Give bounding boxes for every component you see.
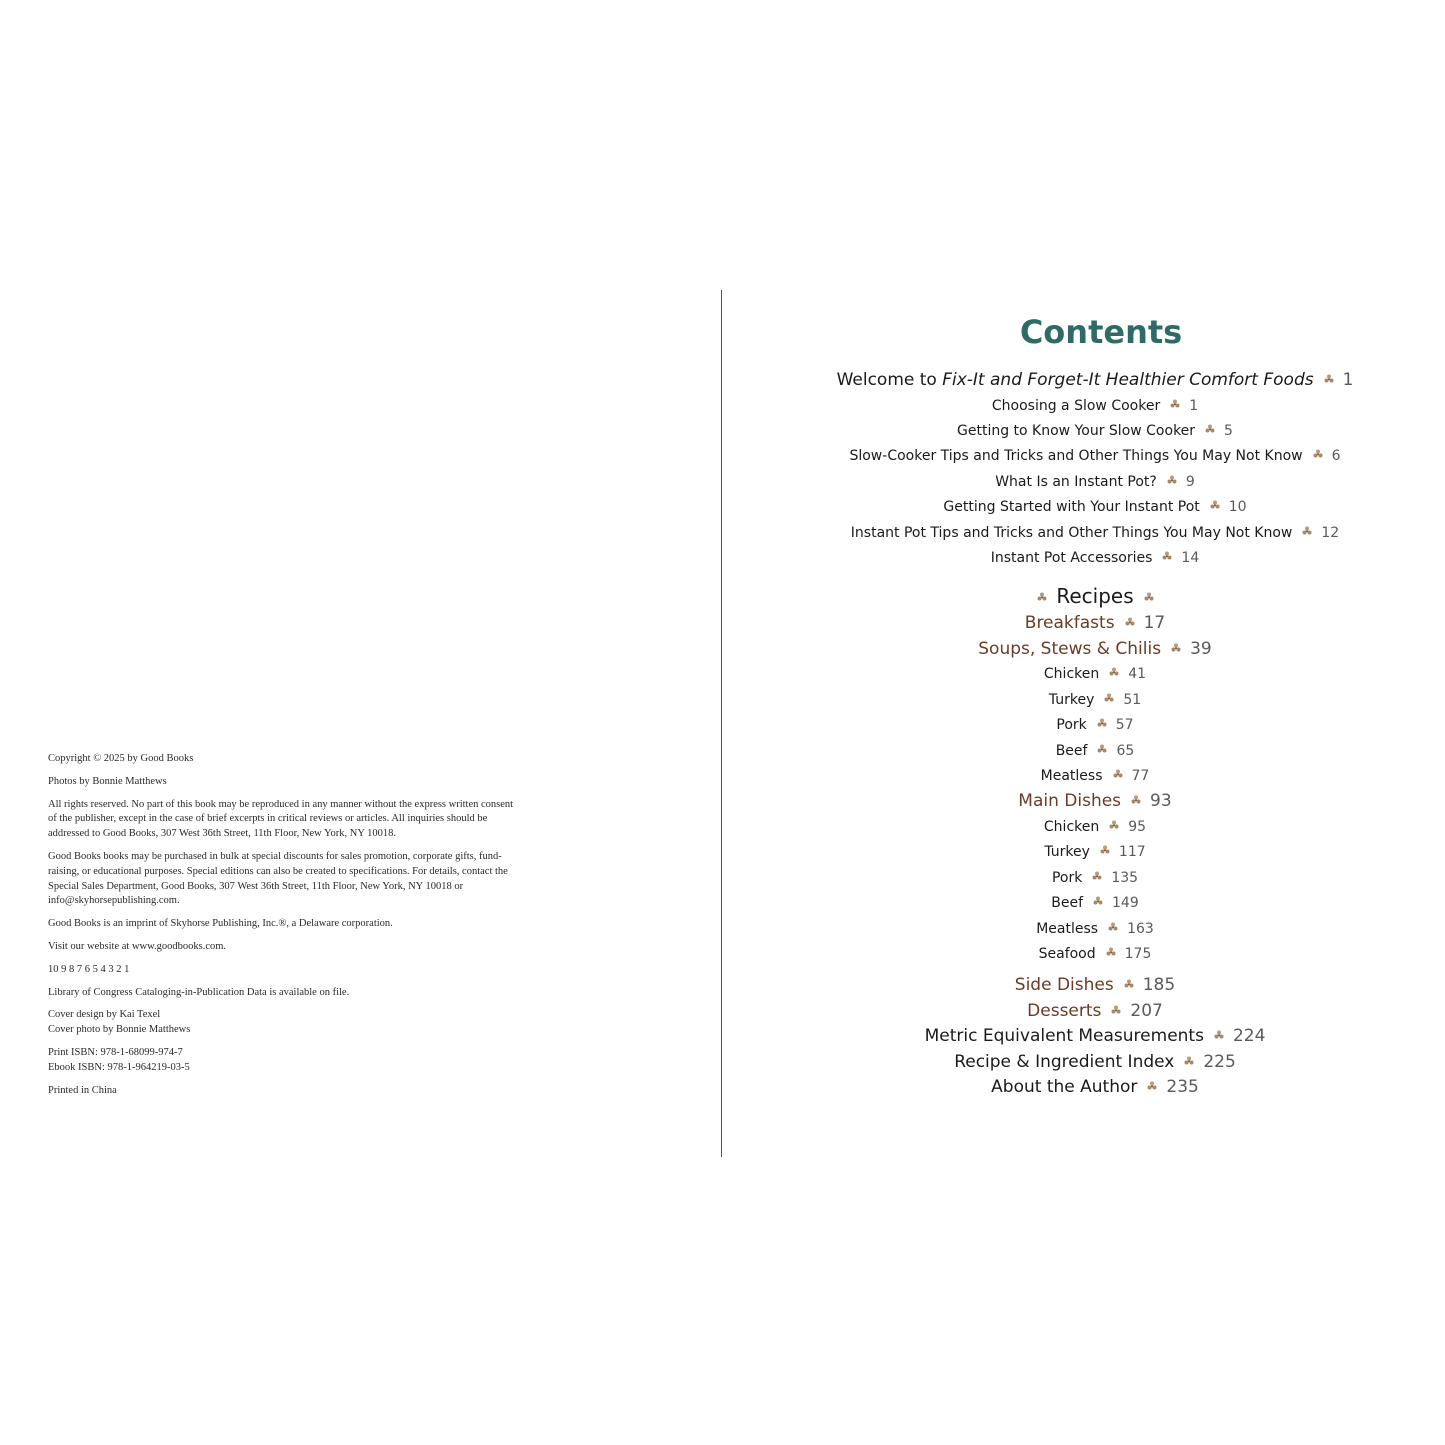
toc-entry[interactable]: [760, 739, 1430, 764]
toc-label: Seafood: [1038, 945, 1096, 962]
cover-design: Cover design by Kai Texel: [48, 1009, 161, 1021]
toc-label: Turkey: [1048, 691, 1095, 708]
toc-page: 65: [1116, 742, 1135, 759]
toc-page: 93: [1150, 791, 1172, 812]
toc-label: Pork: [1051, 869, 1083, 886]
toc-page: 207: [1130, 1000, 1163, 1021]
flower-ornament-icon: [1037, 592, 1047, 602]
book-title: Fix-It and Forget-It Healthier Comfort Foods: [942, 370, 1314, 390]
flower-ornament-icon: [1106, 947, 1116, 957]
toc-page: 41: [1128, 666, 1147, 683]
toc-page: 17: [1143, 613, 1166, 634]
toc-label: Welcome to: [836, 370, 943, 390]
toc-page: 9: [1185, 473, 1195, 490]
flower-ornament-icon: [1131, 795, 1141, 805]
toc-label: Side Dishes: [1014, 975, 1114, 996]
toc-label: Breakfasts: [1024, 613, 1115, 634]
toc-label: About the Author: [991, 1077, 1138, 1098]
toc-label: Chicken: [1043, 818, 1100, 835]
toc-page: 225: [1203, 1051, 1236, 1072]
printed-in: Printed in China: [48, 1084, 117, 1096]
toc-page: 149: [1112, 895, 1139, 912]
recipes-heading: [760, 581, 1430, 611]
toc-section-desserts[interactable]: [760, 999, 1430, 1025]
toc-page: 14: [1181, 549, 1200, 566]
toc-entry[interactable]: [760, 942, 1430, 967]
toc-entry[interactable]: [760, 917, 1430, 942]
toc-page: 175: [1124, 945, 1152, 962]
toc-label: Getting to Know Your Slow Cooker: [957, 422, 1196, 439]
print-isbn: Print ISBN: 978-1-68099-974-7: [48, 1046, 183, 1058]
toc-label: Main Dishes: [1018, 791, 1122, 812]
toc-label: Metric Equivalent Measurements: [924, 1026, 1204, 1047]
flower-ornament-icon: [1108, 922, 1118, 932]
toc-entry[interactable]: [760, 891, 1430, 916]
rights-reserved: All rights reserved. No part of this book may be reproduced in any manner without the express written consent of the publisher, except in the case of brief excerpts in critical reviews or articles. All inquiries should be addressed to Good Books, 307 West 36th Street, 11th Floor, New York, NY 10018.: [48, 798, 514, 840]
toc-section-main[interactable]: [760, 789, 1430, 815]
toc-page: 77: [1131, 767, 1150, 784]
toc-page: 1: [1342, 370, 1354, 390]
flower-ornament-icon: [1171, 643, 1181, 653]
toc-page: 10: [1228, 499, 1247, 516]
toc-label: Beef: [1051, 895, 1084, 912]
toc-page: 185: [1142, 975, 1176, 996]
toc-label: Recipe & Ingredient Index: [954, 1051, 1175, 1072]
loc-data: Library of Congress Cataloging-in-Publication Data is available on file.: [48, 986, 350, 998]
flower-ornament-icon: [1104, 693, 1114, 703]
toc-section-side[interactable]: [760, 973, 1430, 999]
flower-ornament-icon: [1147, 1081, 1157, 1091]
page-gutter: [721, 290, 722, 1157]
printing-line: 10 9 8 7 6 5 4 3 2 1: [48, 963, 130, 975]
toc-label: Instant Pot Accessories: [990, 549, 1153, 566]
flower-ornament-icon: [1210, 500, 1220, 510]
toc-page: 95: [1128, 818, 1147, 835]
toc-page: 39: [1190, 638, 1212, 659]
toc-entry[interactable]: [760, 662, 1430, 687]
toc-page: 117: [1118, 844, 1146, 861]
flower-ornament-icon: [1144, 592, 1154, 602]
flower-ornament-icon: [1093, 896, 1103, 906]
photos-credit: Photos by Bonnie Matthews: [48, 775, 167, 787]
toc-label: Desserts: [1027, 1000, 1102, 1021]
toc-entry[interactable]: [760, 1024, 1430, 1050]
toc-welcome[interactable]: [760, 368, 1430, 394]
toc-page: 163: [1127, 920, 1154, 937]
flower-ornament-icon: [1214, 1030, 1224, 1040]
copyright-page: [48, 752, 518, 1106]
toc-label: Slow-Cooker Tips and Tricks and Other Things You May Not Know: [849, 448, 1303, 465]
flower-ornament-icon: [1097, 744, 1107, 754]
toc-entry[interactable]: [760, 815, 1430, 840]
toc-page: 12: [1321, 524, 1340, 541]
toc-entry[interactable]: [760, 764, 1430, 789]
cover-photo: Cover photo by Bonnie Matthews: [48, 1024, 191, 1036]
flower-ornament-icon: [1097, 718, 1107, 728]
toc-entry[interactable]: [760, 521, 1430, 546]
isbns: [48, 1046, 518, 1076]
copyright-line: Copyright © 2025 by Good Books: [48, 753, 194, 764]
contents-title: Contents: [1019, 313, 1183, 351]
flower-ornament-icon: [1205, 424, 1215, 434]
flower-ornament-icon: [1109, 667, 1119, 677]
toc-entry[interactable]: [760, 419, 1430, 444]
toc-label: Beef: [1055, 742, 1088, 759]
toc-label: Meatless: [1036, 920, 1099, 937]
toc-entry[interactable]: [760, 1075, 1430, 1101]
recipes-label: Recipes: [1056, 584, 1134, 609]
toc-label: Instant Pot Tips and Tricks and Other Things You May Not Know: [850, 524, 1293, 541]
toc-page: 51: [1123, 691, 1142, 708]
toc-label: What Is an Instant Pot?: [995, 473, 1157, 490]
flower-ornament-icon: [1324, 374, 1334, 384]
flower-ornament-icon: [1313, 449, 1323, 459]
imprint-note: Good Books is an imprint of Skyhorse Publishing, Inc.®, a Delaware corporation.: [48, 918, 393, 930]
toc-page: 135: [1111, 869, 1139, 886]
toc-section-soups[interactable]: [760, 637, 1430, 663]
toc-page: 224: [1232, 1026, 1266, 1047]
flower-ornament-icon: [1170, 399, 1180, 409]
contents-page: [760, 310, 1430, 1101]
toc-page: 1: [1189, 397, 1199, 414]
toc-entry[interactable]: [760, 444, 1430, 469]
toc-entry[interactable]: [760, 394, 1430, 419]
toc-entry[interactable]: [760, 840, 1430, 865]
toc-page: 6: [1331, 448, 1341, 465]
cover-credits: [48, 1008, 518, 1038]
flower-ornament-icon: [1184, 1056, 1194, 1066]
toc-entry[interactable]: [760, 495, 1430, 520]
toc-entry[interactable]: [760, 546, 1430, 571]
toc-entry[interactable]: [760, 866, 1430, 891]
toc-label: Chicken: [1043, 666, 1100, 683]
toc-page: 5: [1224, 422, 1233, 439]
toc-label: Turkey: [1044, 844, 1090, 861]
flower-ornament-icon: [1124, 979, 1134, 989]
flower-ornament-icon: [1125, 617, 1135, 627]
flower-ornament-icon: [1302, 526, 1312, 536]
flower-ornament-icon: [1113, 769, 1123, 779]
flower-ornament-icon: [1100, 845, 1110, 855]
toc-label: Meatless: [1040, 767, 1103, 784]
flower-ornament-icon: [1162, 551, 1172, 561]
flower-ornament-icon: [1167, 475, 1177, 485]
toc-label: Getting Started with Your Instant Pot: [943, 499, 1200, 516]
bulk-sales: Good Books books may be purchased in bulk at special discounts for sales promotion, corporate gifts, fund-raising, or educational purposes. Special editions can also be created to specifications. For details, contact the Special Sales Department, Good Books, 307 West 36th Street, 11th Floor, New York, NY 10018 or info@skyhorsepublishing.com.: [48, 850, 508, 907]
website-note: Visit our website at www.goodbooks.com.: [48, 940, 227, 952]
ebook-isbn: Ebook ISBN: 978-1-964219-03-5: [48, 1061, 190, 1073]
toc-label: Choosing a Slow Cooker: [991, 397, 1161, 414]
toc-label: Soups, Stews & Chilis: [978, 638, 1162, 659]
toc-entry[interactable]: [760, 688, 1430, 713]
flower-ornament-icon: [1092, 871, 1102, 881]
flower-ornament-icon: [1111, 1005, 1121, 1015]
toc-page: 235: [1166, 1077, 1199, 1098]
flower-ornament-icon: [1109, 820, 1119, 830]
toc-label: Pork: [1056, 717, 1087, 734]
toc-entry[interactable]: [760, 713, 1430, 738]
toc-entry[interactable]: [760, 470, 1430, 495]
toc-entry[interactable]: [760, 1050, 1430, 1076]
toc-page: 57: [1115, 717, 1134, 734]
toc-section-breakfasts[interactable]: [760, 611, 1430, 637]
